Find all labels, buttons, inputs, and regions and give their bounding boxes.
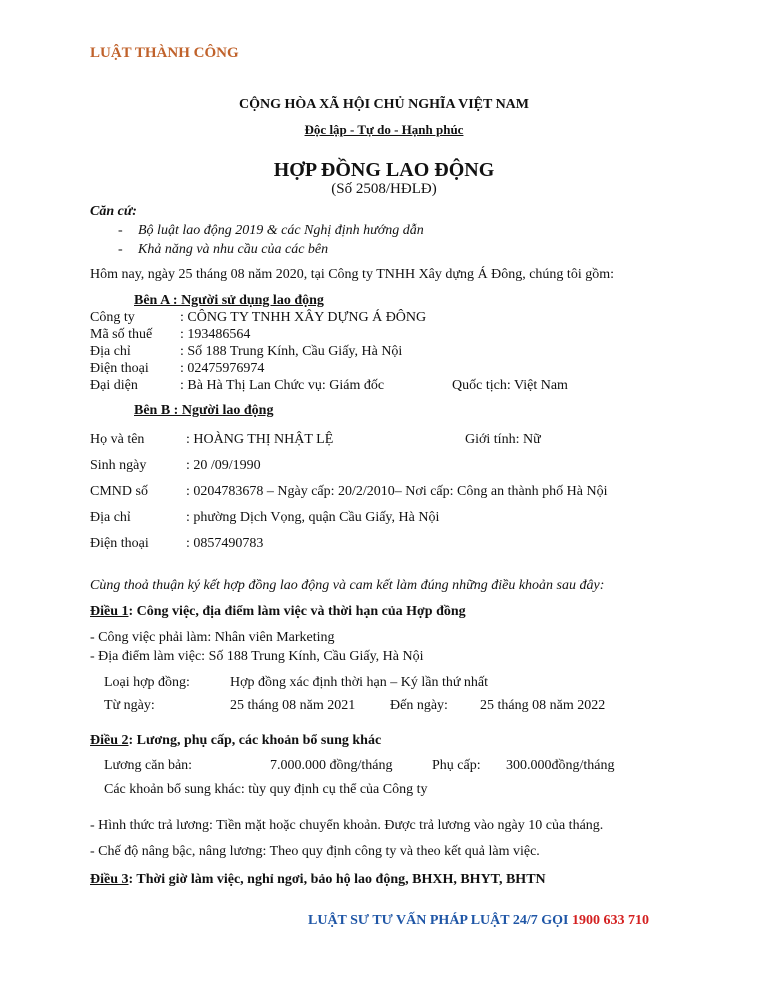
party-a-phone-value: : 02475976974	[180, 361, 265, 376]
party-b-address-value: : phường Dịch Vọng, quận Cầu Giấy, Hà Nội	[186, 510, 440, 525]
footer-hotline	[308, 912, 649, 929]
party-a-nationality: Quốc tịch: Việt Nam	[452, 378, 568, 393]
article-2-title: : Lương, phụ cấp, các khoản bổ sung khác	[128, 733, 382, 748]
party-a-rep-value: : Bà Hà Thị Lan Chức vụ: Giám đốc	[180, 378, 385, 393]
party-b-dob-value: : 20 /09/1990	[186, 458, 261, 473]
party-a-address-label: Địa chỉ	[90, 344, 131, 359]
party-a-rep-label: Đại diện	[90, 378, 138, 393]
article-1-label: Điều 1	[90, 604, 129, 619]
party-b-gender: Giới tính: Nữ	[465, 432, 541, 447]
article-2-heading	[90, 732, 381, 749]
contract-type-value: Hợp đồng xác định thời hạn – Ký lần thứ nhất	[230, 675, 489, 690]
basis-label: Căn cứ:	[90, 204, 137, 219]
party-b-name-label: Họ và tên	[90, 432, 145, 447]
party-b-id-label: CMND số	[90, 484, 148, 499]
party-b-name-value: : HOÀNG THỊ NHẬT LỆ	[186, 432, 334, 447]
party-a-tax-label: Mã số thuế	[90, 327, 153, 342]
contract-number: (Số 2508/HĐLĐ)	[331, 181, 437, 197]
basis-item-2: Khả năng và nhu cầu của các bên	[138, 242, 329, 257]
party-a-heading: Bên A : Người sử dụng lao động	[134, 293, 324, 308]
footer-phone[interactable]: 1900 633 710	[571, 913, 649, 928]
agreement-text: Cùng thoả thuận ký kết hợp đồng lao động và cam kết làm đúng những điều khoản sau đây:	[90, 578, 605, 593]
party-b-id-value: : 0204783678 – Ngày cấp: 20/2/2010– Nơi cấp: Công an thành phố Hà Nội	[186, 484, 608, 499]
extra-payments: Các khoản bổ sung khác: tùy quy định cụ thể của Công ty	[104, 782, 428, 797]
party-b-dob-label: Sinh ngày	[90, 458, 147, 473]
document-title: HỢP ĐỒNG LAO ĐỘNG	[273, 159, 495, 181]
article-1-place: - Địa điểm làm việc: Số 188 Trung Kính, Cầu Giấy, Hà Nội	[90, 649, 424, 664]
intro-text: Hôm nay, ngày 25 tháng 08 năm 2020, tại Công ty TNHH Xây dựng Á Đông, chúng tôi gồm:	[90, 267, 614, 282]
motto: Độc lập - Tự do - Hạnh phúc	[304, 122, 464, 137]
party-b-heading: Bên B : Người lao động	[134, 403, 274, 418]
article-3-title: : Thời giờ làm việc, nghỉ ngơi, bảo hộ lao động, BHXH, BHYT, BHTN	[128, 872, 546, 887]
party-a-tax-value: : 193486564	[180, 327, 251, 342]
from-date-value: 25 tháng 08 năm 2021	[230, 698, 356, 713]
article-1-title: : Công việc, địa điểm làm việc và thời hạn của Hợp đồng	[128, 604, 466, 619]
brand-name: LUẬT THÀNH CÔNG	[90, 45, 239, 61]
party-a-company-label: Công ty	[90, 310, 135, 325]
basis-bullet-1: -	[118, 223, 123, 238]
nation-heading: CỘNG HÒA XÃ HỘI CHỦ NGHĨA VIỆT NAM	[238, 97, 529, 112]
to-date-value: 25 tháng 08 năm 2022	[480, 698, 606, 713]
contract-type-label: Loại hợp đồng:	[104, 675, 190, 690]
to-date-label: Đến ngày:	[390, 698, 448, 713]
salary-value: 7.000.000 đồng/tháng	[270, 758, 393, 773]
party-b-address-label: Địa chỉ	[90, 510, 131, 525]
allowance-value: 300.000đồng/tháng	[506, 758, 615, 773]
basis-item-1: Bộ luật lao động 2019 & các Nghị định hướng dẫn	[138, 223, 424, 238]
basis-bullet-2: -	[118, 242, 123, 257]
party-b-phone-value: : 0857490783	[186, 536, 264, 551]
article-3-heading	[90, 871, 546, 888]
article-1-job: - Công việc phải làm: Nhân viên Marketing	[90, 630, 335, 645]
party-b-phone-label: Điện thoại	[90, 536, 149, 551]
party-a-phone-label: Điện thoại	[90, 361, 149, 376]
article-3-label: Điều 3	[90, 872, 129, 887]
party-a-company-value: : CÔNG TY TNHH XÂY DỰNG Á ĐÔNG	[180, 310, 427, 325]
salary-label: Lương căn bản:	[104, 758, 193, 773]
footer-text: LUẬT SƯ TƯ VẤN PHÁP LUẬT 24/7 GỌI	[308, 913, 572, 928]
party-a-address-value: : Số 188 Trung Kính, Cầu Giấy, Hà Nội	[180, 344, 403, 359]
allowance-label: Phụ cấp:	[432, 758, 481, 773]
article-2-label: Điều 2	[90, 733, 129, 748]
from-date-label: Từ ngày:	[104, 698, 155, 713]
salary-raise: - Chế độ nâng bậc, nâng lương: Theo quy định công ty và theo kết quả làm việc.	[90, 844, 540, 859]
article-1-heading	[90, 603, 466, 620]
payment-method: - Hình thức trả lương: Tiền mặt hoặc chuyển khoản. Được trả lương vào ngày 10 của tháng.	[90, 818, 604, 833]
